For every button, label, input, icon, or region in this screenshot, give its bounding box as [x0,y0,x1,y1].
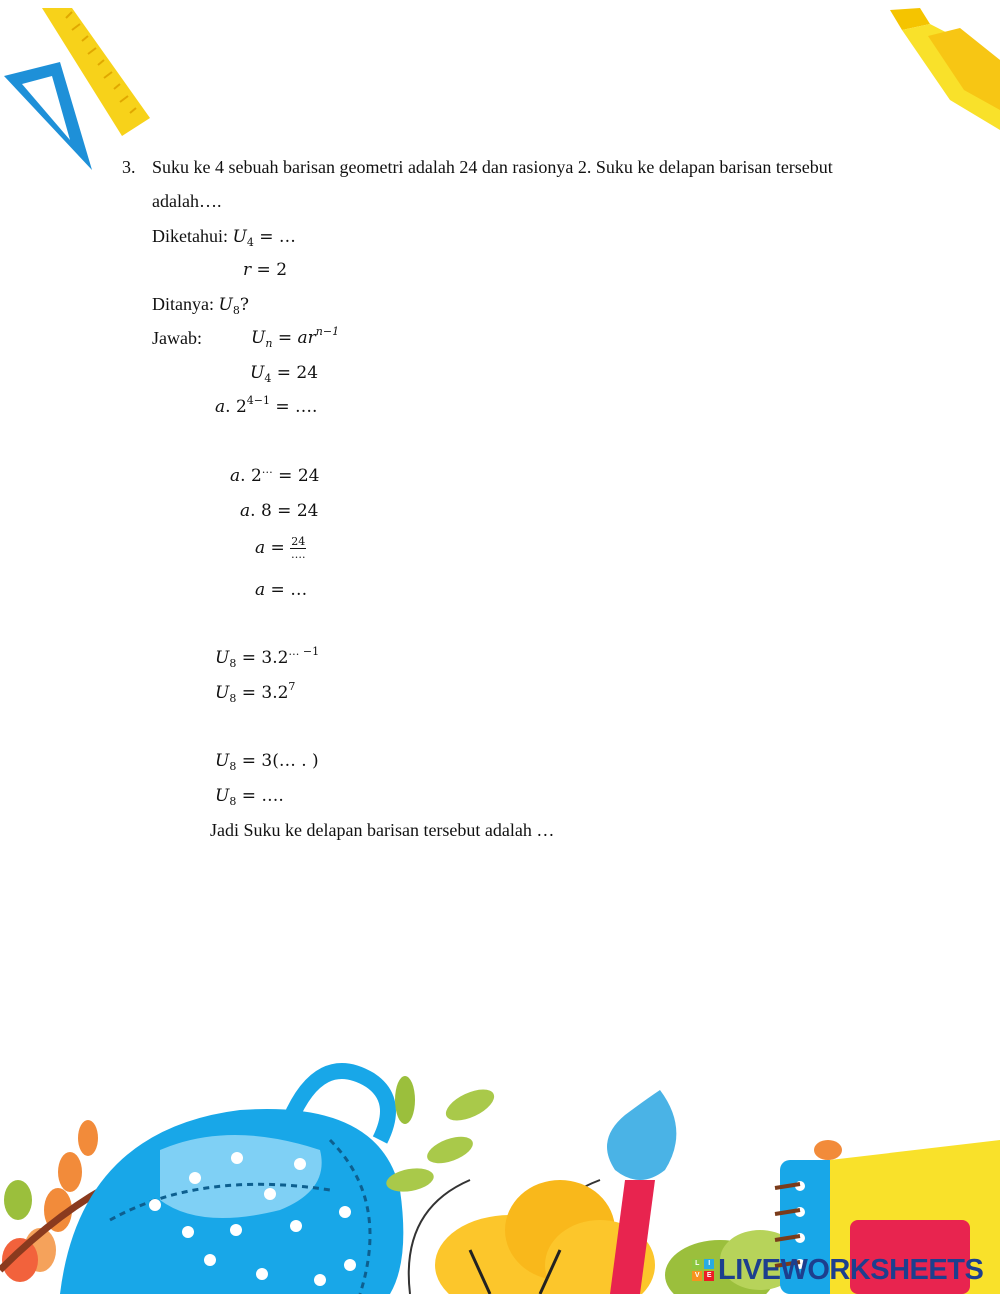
step-2-blank: … [261,463,273,476]
known-ratio: r = 2 [243,260,288,280]
u8-line-4-blank: = …. [236,786,284,806]
liveworksheets-logo [692,1252,983,1288]
logo-squares: L I V E [692,1259,714,1281]
u4-equation: $U_4 = 24$ [250,363,319,385]
step-5: a = … [255,580,308,600]
step-2: a. 2… = 24 [230,463,320,486]
asked-label: Ditanya: [152,294,214,314]
question-number: 3. [122,157,136,177]
u8-line-4: $U_8$ = …. [215,786,284,808]
u8-line-1: $U_8 = 3.2^{\dots -1}$ [215,645,320,670]
known-u4-blank: = … [253,227,296,247]
asked-line: Ditanya: $U_8$? [152,294,249,317]
logo-text: LIVEWORKSHEETS [718,1253,984,1286]
u8-line-3: $U_8$ = 3(… . ) [215,751,319,773]
known-label: Diketahui: [152,226,228,246]
step-4-fraction: $\frac{24}{\dots.}$ [290,535,306,561]
step-5-blank: = … [265,580,308,600]
step-1-blank: = …. [269,397,318,417]
u8-line-2: $U_8 = 3.2^7$ [215,680,296,705]
step-1: a. $2^{4-1}$ = …. [215,394,318,417]
known-line: Diketahui: $U_4$ = … [152,226,296,249]
step-4: a = $\frac{24}{\dots.}$ [255,535,306,561]
question-text-line1: Suku ke 4 sebuah barisan geometri adalah 24 dan rasionya 2. Suku ke delapan barisan tersebut [152,157,833,177]
u8-line-1-blank: … −1 [288,645,320,658]
general-formula: $U_n = ar^{n-1}$ [251,325,340,350]
answer-label: Jawab: [152,328,202,348]
u8-line-3-blank: = 3(… . ) [236,751,319,771]
question-text-line2: adalah…. [152,191,222,211]
conclusion-text: Jadi Suku ke delapan barisan tersebut adalah … [210,820,555,840]
step-3: a. 8 = 24 [240,501,319,521]
step-4-blank: …. [290,548,306,561]
